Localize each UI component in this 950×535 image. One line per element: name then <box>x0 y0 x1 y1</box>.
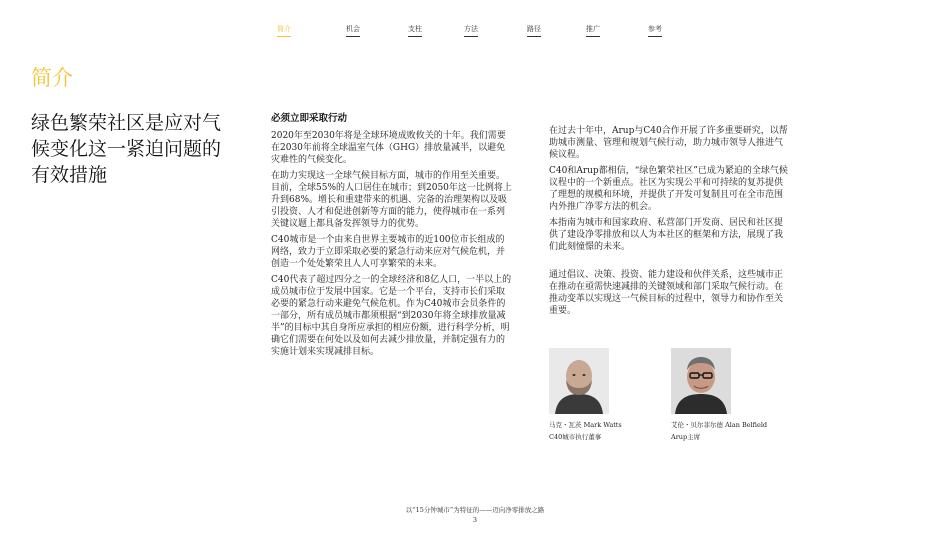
portrait-icon <box>549 348 609 414</box>
portrait-photo-mark-watts <box>549 348 609 414</box>
nav-tab-path[interactable]: 路径 <box>527 24 541 37</box>
page-headline: 绿色繁荣社区是应对气候变化这一紧迫问题的有效措施 <box>31 112 222 186</box>
middle-paragraph-1: 2020年至2030年将是全球环境成败攸关的十年。我们需要在2030年前将全球温室气体（GHG）排放量减半，以避免灾难性的气候变化。 <box>271 131 506 165</box>
nav-tab-method[interactable]: 方法 <box>464 24 478 37</box>
person-card-mark-watts <box>549 348 669 443</box>
middle-paragraph-3: C40城市是一个由来自世界主要城市的近100位市长组成的网络，致力于立即采取必要的紧急行动来应对气候危机，并创造一个处处繁荣且人人可享繁荣的未来。 <box>271 235 506 269</box>
person-role: C40城市执行董事 <box>549 433 602 441</box>
person-card-alan-belfield <box>671 348 791 443</box>
portrait-icon <box>671 348 731 414</box>
footer-title: 以“15分钟城市”为特征的——迈向净零排放之路 <box>405 506 545 514</box>
right-column <box>549 125 791 321</box>
nav-tab-promotion[interactable]: 推广 <box>586 24 600 37</box>
person-name: 艾伦・贝尔菲尔德 Alan Belfield <box>671 421 768 429</box>
right-paragraph-4: 通过倡议、决策、投资、能力建设和伙伴关系，这些城市正在推动在亟需快速减排的关键领域和部门采取气候行动。在推动变革以实现这一气候目标的过程中，领导力和协作至关重要。 <box>549 270 784 316</box>
person-name: 马克・瓦茨 Mark Watts <box>549 421 622 429</box>
nav-tab-references[interactable]: 参考 <box>648 24 662 37</box>
top-navigation <box>0 24 950 44</box>
nav-tab-pillars[interactable]: 支柱 <box>408 24 422 37</box>
middle-paragraph-2: 在助力实现这一全球气候目标方面，城市的作用至关重要。目前，全球55%的人口居住在城市；到2050年这一比例将上升到68%。增长和重建带来的机遇、完备的治理架构以及吸引投资、人才和促进创新等方面的能力，使得城市在一系列关键议题上都具备发挥领导力的优势。 <box>271 171 512 229</box>
nav-tab-opportunity[interactable]: 机会 <box>346 24 360 37</box>
middle-subheading: 必须立即采取行动 <box>271 113 348 124</box>
middle-column <box>271 113 513 362</box>
nav-tab-intro[interactable]: 简介 <box>277 24 291 37</box>
person-role: Arup主席 <box>671 433 701 441</box>
right-paragraph-1: 在过去十年中，Arup与C40合作开展了许多重要研究，以帮助城市测量、管理和规划气候行动，助力城市领导人推进气候议程。 <box>549 126 788 160</box>
portrait-photo-alan-belfield <box>671 348 731 414</box>
section-title: 简介 <box>31 66 73 90</box>
page-number: 3 <box>472 516 478 524</box>
middle-paragraph-4: C40代表了超过四分之一的全球经济和8亿人口，一半以上的成员城市位于发展中国家。它是一个平台，支持市长们采取必要的紧急行动来避免气候危机。作为C40城市会员条件的一部分，所有成员城市都须根据“到2030年将全球排放量减半”的目标中其自身所应承担的相应份额，进行科学分析，明确它们需要在何处以及如何去减少排放量，并制定强有力的实施计划来实现减排目标。 <box>271 275 512 357</box>
right-paragraph-3: 本指南为城市和国家政府、私营部门开发商、居民和社区提供了建设净零排放和以人为本社区的框架和方法，展现了我们此刻憧憬的未来。 <box>549 218 784 252</box>
right-paragraph-2: C40和Arup都相信，“绿色繁荣社区”已成为紧迫的全球气候议程中的一个新重点。社区为实现公平和可持续的复苏提供了理想的规模和环境，并提供了开发可复制且可在全市范围内外推广净零方法的机会。 <box>549 166 788 212</box>
page-footer <box>0 505 950 525</box>
paragraph-spacer <box>549 257 791 269</box>
